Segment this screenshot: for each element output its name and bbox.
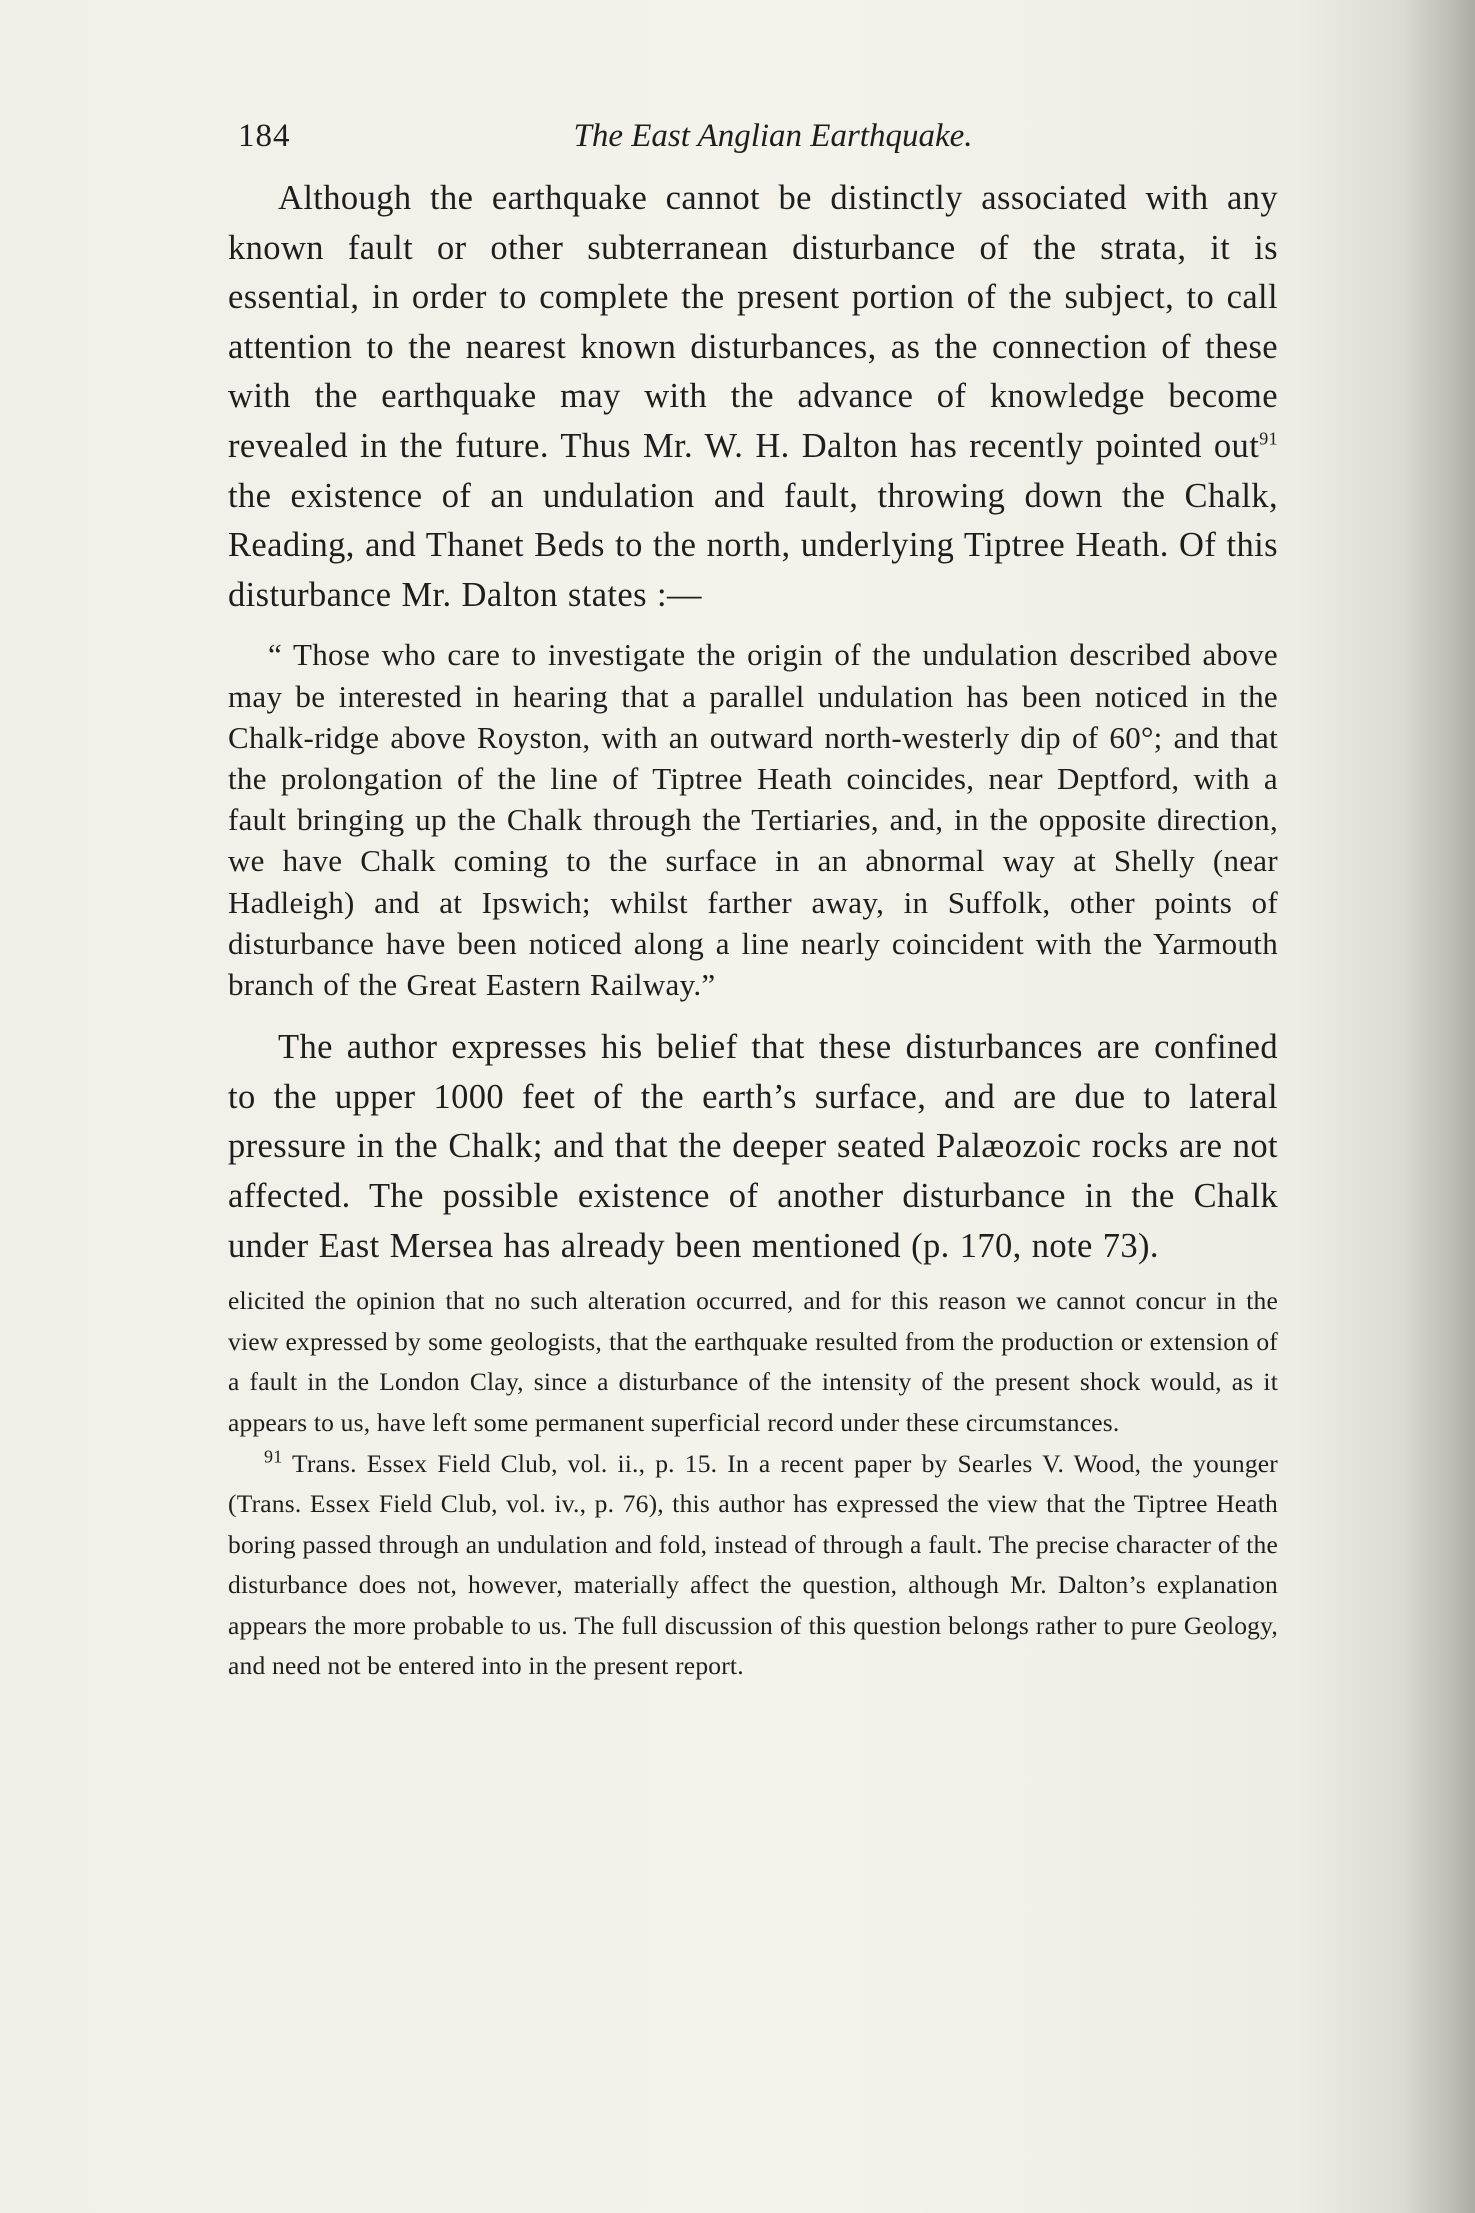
body-paragraph-1 [228,174,1278,620]
running-title: The East Anglian Earthquake. [573,118,973,154]
footnote-91-text: Trans. Essex Field Club, vol. ii., p. 15. In a recent paper by Searles V. Wood, the younger (Trans. Essex Field Club, vol. iv., p. 76), this author has expressed the view that the Tiptree Heath boring passed through an undulation and fold, instead of through a fault. The precise character of the disturbance does not, however, materially affect the question, although Mr. Dalton’s explanation appears the more probable to us. The full discussion of this question belongs rather to pure Geology, and need not be entered into in the present report. [228,1448,1278,1681]
running-head [228,118,1278,162]
page-number: 184 [238,118,291,154]
block-quotation: “ Those who care to investigate the origin of the undulation described above may be interested in hearing that a parallel undulation has been noticed in the Chalk-ridge above Royston, with an outward north-westerly dip of 60°; and that the prolongation of the line of Tiptree Heath coincides, near Deptford, with a fault bringing up the Chalk through the Tertiaries, and, in the opposite direction, we have Chalk coming to the surface in an abnormal way at Shelly (near Hadleigh) and at Ipswich; whilst farther away, in Suffolk, other points of disturbance have been noticed along a line nearly coincident with the Yarmouth branch of the Great Eastern Railway.” [228,637,1278,1002]
footnotes [228,1281,1278,1687]
body-paragraph-2: The author expresses his belief that these disturbances are confined to the upper 1000 feet of the earth’s surface, and are due to lateral pressure in the Chalk; and that the deeper seated Palæozoic rocks are not affected. The possible existence of another disturbance in the Chalk under East Mersea has already been mentioned (p. 170, note 73). [228,1028,1278,1265]
footnote-reference-91: 91 [1259,428,1278,449]
footnote-91 [228,1444,1278,1688]
footnote-continuation: elicited the opinion that no such alteration occurred, and for this reason we cannot concur in the view expressed by some geologists, that the earthquake resulted from the production or extension of a fault in the London Clay, since a disturbance of the intensity of the present shock would, as it appears to us, have left some permanent superficial record under these circumstances. [228,1286,1278,1437]
binding-shadow [1405,0,1475,2213]
paragraph-1-tail: the existence of an undulation and fault, throwing down the Chalk, Reading, and Thanet Beds to the north, underlying Tiptree Heath. Of this disturbance Mr. Dalton states :— [228,476,1278,614]
footnote-91-marker: 91 [264,1446,283,1467]
page-content [228,118,1278,1687]
paragraph-1-text: Although the earthquake cannot be distinctly associated with any known fault or other subterranean disturbance of the strata, it is essential, in order to complete the present portion of the subject, to call attention to the nearest known disturbances, as the connection of these with the earthquake may with the advance of knowledge become revealed in the future. Thus Mr. W. H. Dalton has recently pointed out [228,179,1278,465]
